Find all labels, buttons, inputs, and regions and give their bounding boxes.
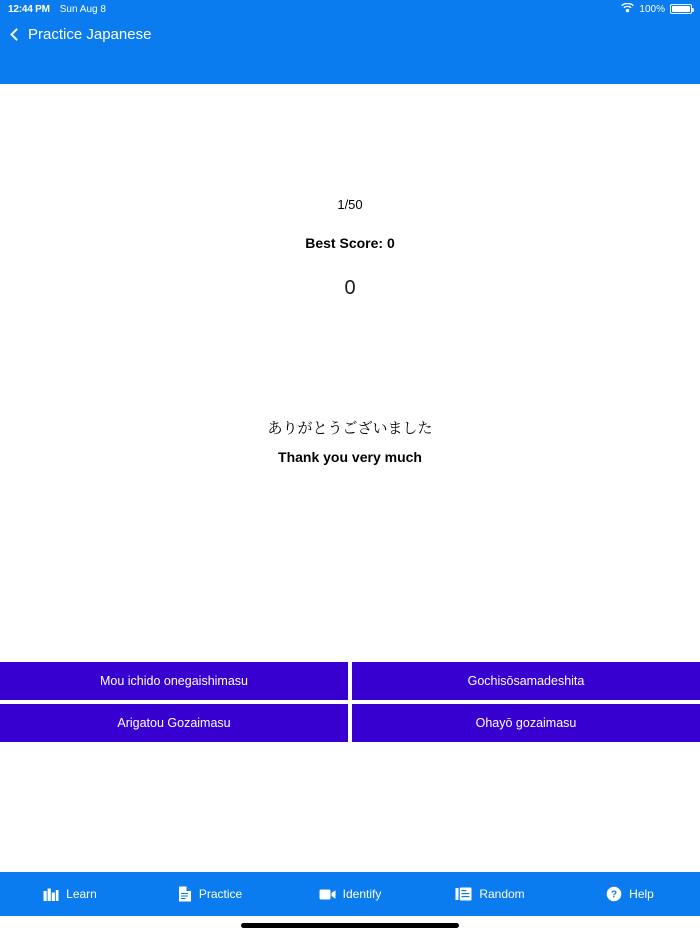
svg-text:?: ? bbox=[611, 889, 618, 901]
question-circle-icon bbox=[606, 886, 622, 902]
answer-option-2[interactable]: Gochisōsamadeshita bbox=[352, 662, 700, 700]
navigation-bar bbox=[0, 18, 700, 84]
flashcard-icon bbox=[455, 887, 472, 901]
tab-learn[interactable] bbox=[0, 872, 140, 916]
prompt-japanese: ありがとうございました bbox=[267, 420, 433, 437]
prompt-translation: Thank you very much bbox=[278, 449, 422, 465]
answer-option-3[interactable]: Arigatou Gozaimasu bbox=[0, 704, 348, 742]
answer-options bbox=[0, 662, 700, 742]
tab-help-label: Help bbox=[629, 887, 654, 901]
battery-percent: 100% bbox=[639, 3, 665, 15]
document-icon bbox=[178, 886, 192, 902]
tab-identify[interactable] bbox=[280, 872, 420, 916]
current-score: 0 bbox=[344, 277, 356, 299]
answer-option-1[interactable]: Mou ichido onegaishimasu bbox=[0, 662, 348, 700]
chevron-left-icon bbox=[10, 28, 23, 41]
status-bar bbox=[0, 0, 700, 18]
tab-random-label: Random bbox=[479, 887, 525, 901]
wifi-icon bbox=[621, 3, 634, 16]
progress-counter: 1/50 bbox=[337, 197, 363, 212]
back-button[interactable] bbox=[12, 26, 151, 43]
tab-identify-label: Identify bbox=[342, 887, 382, 901]
home-indicator[interactable] bbox=[241, 923, 459, 928]
tab-practice-label: Practice bbox=[198, 887, 243, 901]
tab-learn-label: Learn bbox=[66, 887, 97, 901]
status-date: Sun Aug 8 bbox=[59, 3, 106, 15]
quiz-content bbox=[0, 84, 700, 872]
books-icon bbox=[43, 887, 59, 902]
tab-bar bbox=[0, 872, 700, 916]
battery-icon bbox=[670, 4, 692, 14]
answer-option-4[interactable]: Ohayō gozaimasu bbox=[352, 704, 700, 742]
tab-help[interactable] bbox=[560, 872, 700, 916]
home-indicator-area bbox=[0, 916, 700, 934]
tab-random[interactable] bbox=[420, 872, 560, 916]
best-score-label: Best Score: 0 bbox=[305, 235, 395, 251]
status-bar-right bbox=[621, 3, 692, 16]
page-title: Practice Japanese bbox=[28, 26, 152, 43]
tab-practice[interactable] bbox=[140, 872, 280, 916]
camera-icon bbox=[319, 888, 336, 901]
status-bar-left bbox=[8, 4, 106, 15]
status-time: 12:44 PM bbox=[8, 3, 50, 15]
